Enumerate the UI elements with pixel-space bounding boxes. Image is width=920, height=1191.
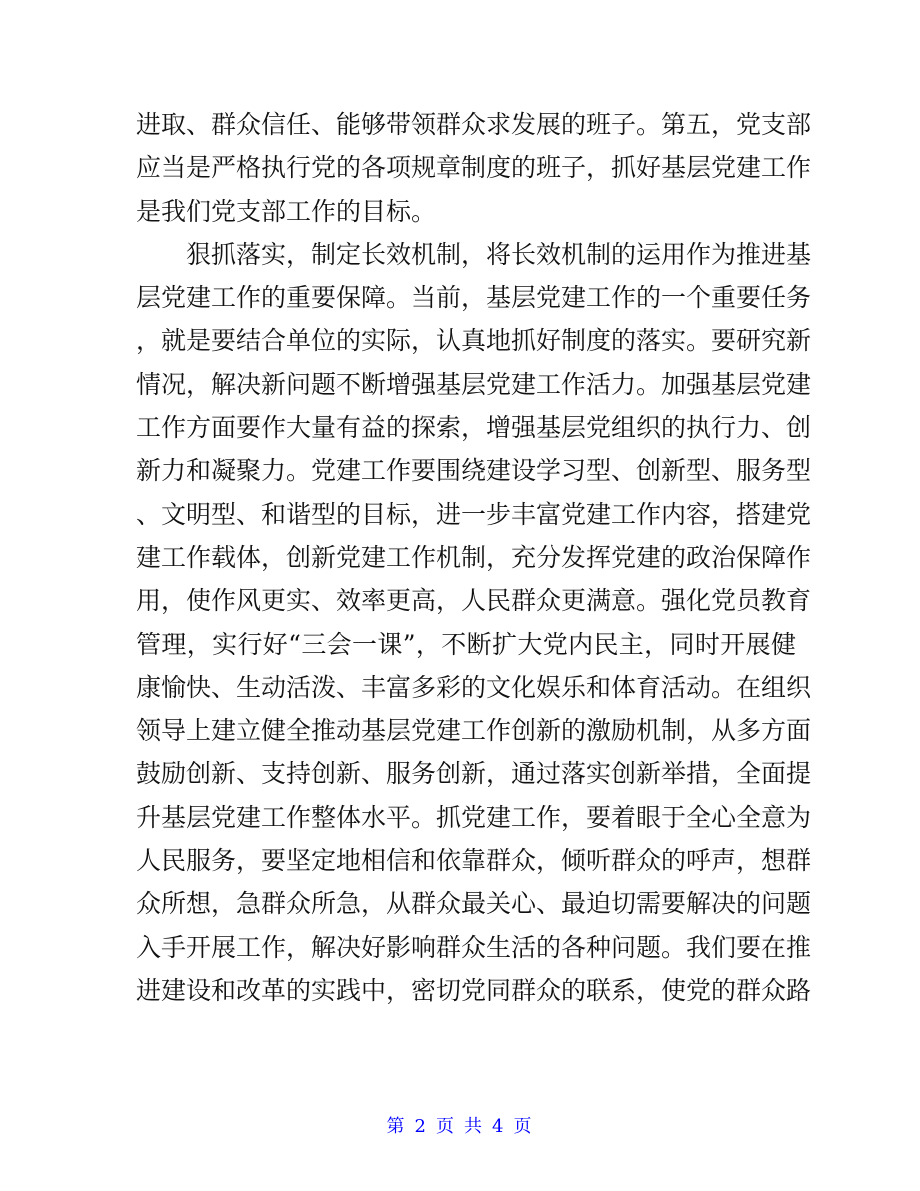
text-line: 众所想，急群众所急，从群众最关心、最迫切需要解决的问题: [136, 889, 812, 919]
text-line: 康愉快、生动活泼、丰富多彩的文化娱乐和体育活动。在组织: [136, 672, 812, 702]
footer-di: 第: [386, 1116, 407, 1137]
footer-total-pages: 4: [492, 1116, 506, 1137]
text-line: 进取、群众信任、能够带领群众求发展的班子。第五，党支部: [136, 110, 812, 139]
footer-gong: 共: [464, 1116, 484, 1137]
text-line: 工作方面要作大量有益的探索，增强基层党组织的执行力、创: [136, 413, 812, 443]
footer-ye: 页: [436, 1116, 456, 1137]
body-text: [136, 103, 812, 1012]
page-footer: [0, 1112, 920, 1138]
text-line: 鼓励创新、支持创新、服务创新，通过落实创新举措，全面提: [136, 759, 812, 789]
text-line: 用，使作风更实、效率更高，人民群众更满意。强化党员教育: [136, 586, 812, 616]
text-line: 建工作载体，创新党建工作机制，充分发挥党建的政治保障作: [136, 542, 812, 572]
text-line: 入手开展工作，解决好影响群众生活的各种问题。我们要在推: [136, 932, 812, 962]
text-line: 管理，实行好“三会一课”，不断扩大党内民主，同时开展健: [136, 629, 796, 659]
text-line: 狠抓落实，制定长效机制，将长效机制的运用作为推进基: [186, 239, 812, 269]
text-line: 新力和凝聚力。党建工作要围绕建设学习型、创新型、服务型: [136, 456, 812, 486]
text-line: 、文明型、和谐型的目标，进一步丰富党建工作内容，搭建党: [136, 499, 812, 529]
text-line: 情况，解决新问题不断增强基层党建工作活力。加强基层党建: [136, 369, 812, 399]
footer-ye: 页: [513, 1116, 534, 1137]
footer-page-number: 2: [414, 1116, 428, 1137]
text-line: 升基层党建工作整体水平。抓党建工作，要着眼于全心全意为: [136, 802, 812, 832]
text-line: 层党建工作的重要保障。当前，基层党建工作的一个重要任务: [136, 283, 812, 313]
text-line: 领导上建立健全推动基层党建工作创新的激励机制，从多方面: [136, 716, 812, 746]
text-line: 人民服务，要坚定地相信和依靠群众，倾听群众的呼声，想群: [136, 846, 812, 876]
text-line: ，就是要结合单位的实际，认真地抓好制度的落实。要研究新: [136, 326, 812, 356]
text-line: 应当是严格执行党的各项规章制度的班子，抓好基层党建工作: [136, 153, 812, 183]
text-line: 进建设和改革的实践中，密切党同群众的联系，使党的群众路: [136, 975, 812, 1005]
text-line: 是我们党支部工作的目标。: [136, 196, 437, 226]
